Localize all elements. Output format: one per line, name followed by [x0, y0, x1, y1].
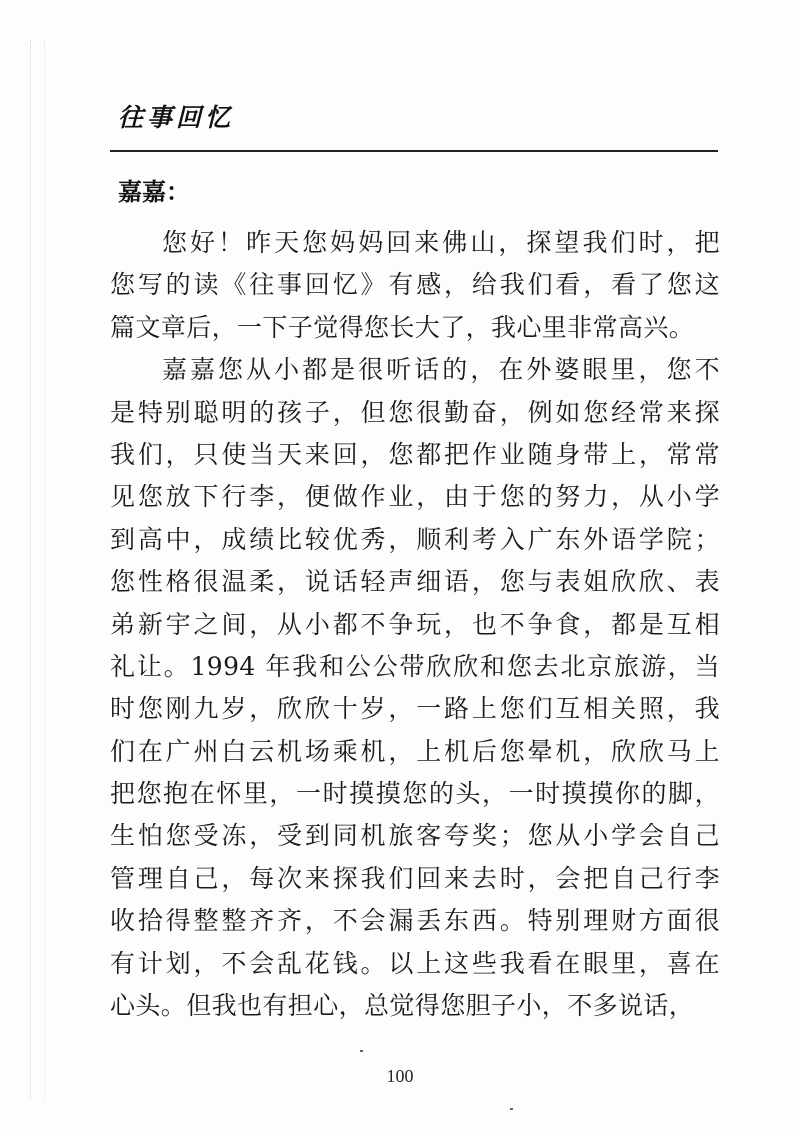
header-rule [110, 150, 718, 152]
letter-body [110, 222, 720, 1027]
body-line: 嘉嘉您从小都是很听话的，在外婆眼里，您不 [162, 355, 720, 385]
scan-speck [510, 1108, 513, 1110]
page-number: 100 [386, 1066, 414, 1086]
body-line: 我们，只使当天来回，您都把作业随身带上，常常 [110, 439, 720, 469]
body-line: 们在广州白云机场乘机，上机后您晕机，欣欣马上 [110, 736, 720, 766]
body-line: 礼让。1994 年我和公公带欣欣和您去北京旅游，当 [110, 651, 720, 681]
body-line: 到高中，成绩比较优秀，顺利考入广东外语学院； [110, 524, 720, 554]
body-line: 您好！昨天您妈妈回来佛山，探望我们时，把 [162, 228, 720, 257]
body-line: 是特别聪明的孩子，但您很勤奋，例如您经常来探 [110, 397, 720, 427]
body-line: 您性格很温柔，说话轻声细语，您与表姐欣欣、表 [110, 567, 720, 597]
body-line: 弟新宇之间，从小都不争玩，也不争食，都是互相 [110, 609, 720, 639]
scan-edge-left [30, 40, 31, 1100]
body-line: 收拾得整整齐齐，不会漏丢东西。特别理财方面很 [110, 906, 720, 936]
scan-speck [360, 1050, 363, 1052]
scan-edge-left-inner [44, 40, 45, 1100]
body-line: 把您抱在怀里，一时摸摸您的头，一时摸摸你的脚， [110, 779, 720, 809]
body-line: 您写的读《往事回忆》有感，给我们看，看了您这 [110, 270, 720, 300]
body-line: 心头。但我也有担心，总觉得您胆子小，不多说话， [110, 991, 695, 1021]
letter-salutation: 嘉嘉： [118, 177, 190, 206]
body-line: 见您放下行李，便做作业，由于您的努力，从小学 [110, 482, 720, 512]
body-line: 有计划，不会乱花钱。以上这些我看在眼里，喜在 [110, 948, 720, 978]
running-head: 往事回忆 [118, 103, 235, 132]
body-line: 时您刚九岁，欣欣十岁，一路上您们互相关照，我 [110, 694, 720, 724]
body-line: 管理自己，每次来探我们回来去时，会把自己行李 [110, 863, 720, 893]
body-line: 篇文章后，一下子觉得您长大了，我心里非常高兴。 [110, 312, 695, 342]
body-line: 生怕您受冻，受到同机旅客夸奖；您从小学会自己 [110, 821, 720, 851]
